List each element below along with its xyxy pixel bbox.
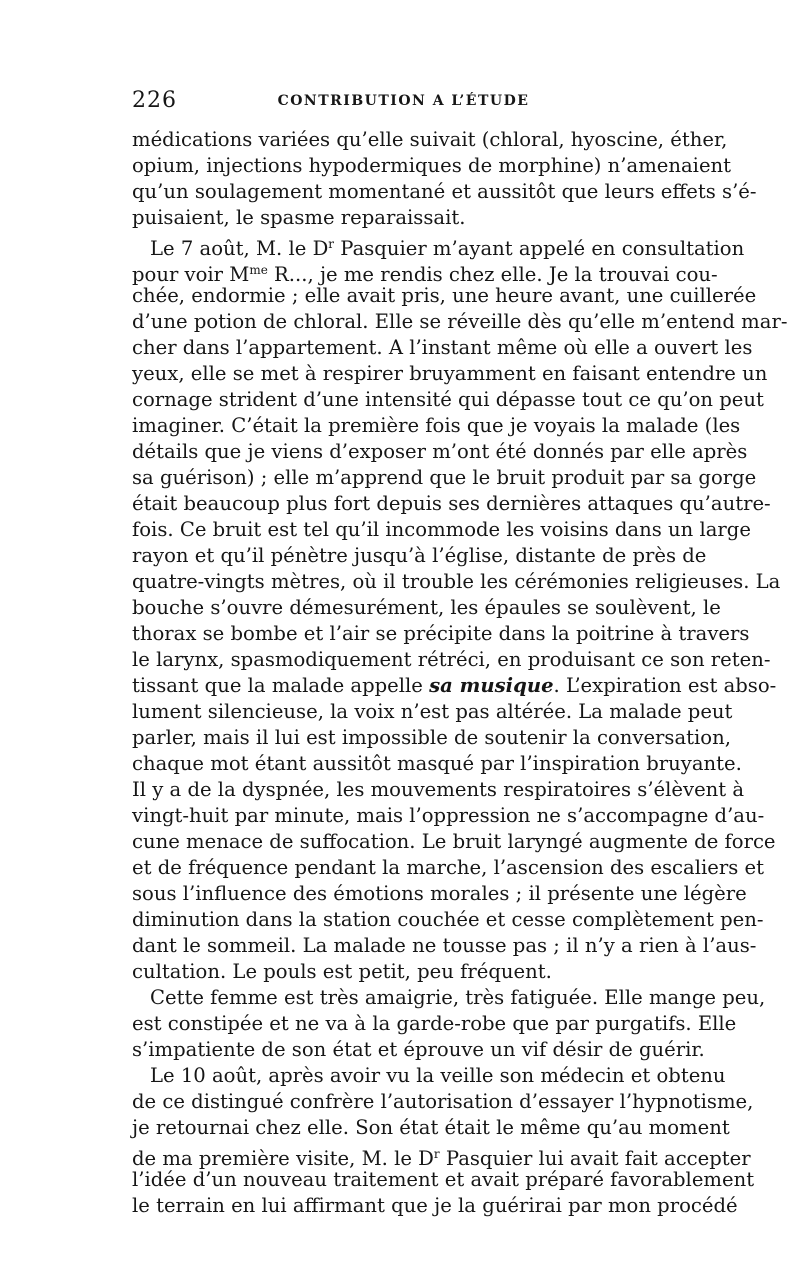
text-line: rayon et qu’il pénètre jusqu’à l’église, distante de près de [132, 544, 707, 567]
text-line: d’une potion de chloral. Elle se réveille dès qu’elle m’entend mar- [132, 310, 788, 333]
text-line: s’impatiente de son état et éprouve un vif désir de guérir. [132, 1038, 705, 1061]
superscript: me [249, 263, 268, 277]
text-line: chée, endormie ; elle avait pris, une heure avant, une cuillerée [132, 284, 757, 307]
text-segment: Le 7 août, M. le D [150, 237, 329, 260]
text-line: cultation. Le pouls est petit, peu fréquent. [132, 960, 552, 983]
text-segment: . L’expiration est abso- [553, 674, 777, 697]
page-number: 226 [132, 88, 177, 113]
text-line: diminution dans la station couchée et cesse complètement pen- [132, 908, 764, 931]
text-line: vingt-huit par minute, mais l’oppression ne s’accompagne d’au- [132, 804, 765, 827]
text-segment: tissant que la malade appelle [132, 674, 430, 697]
text-line: est constipée et ne va à la garde-robe que par purgatifs. Elle [132, 1012, 737, 1035]
text-line: cher dans l’appartement. A l’instant même où elle a ouvert les [132, 336, 753, 359]
text-line: parler, mais il lui est impossible de soutenir la conversation, [132, 726, 731, 749]
text-line: Le 10 août, après avoir vu la veille son médecin et obtenu [150, 1064, 726, 1087]
text-line: le terrain en lui affirmant que je la guérirai par mon procédé [132, 1194, 738, 1217]
running-title: CONTRIBUTION A L’ÉTUDE [277, 93, 530, 109]
text-line: chaque mot étant aussitôt masqué par l’inspiration bruyante. [132, 752, 742, 775]
text-line: sa guérison) ; elle m’apprend que le bruit produit par sa gorge [132, 466, 757, 489]
text-line: Il y a de la dyspnée, les mouvements respiratoires s’élèvent à [132, 778, 745, 801]
text-line: yeux, elle se met à respirer bruyamment en faisant entendre un [132, 362, 768, 385]
text-line: imaginer. C’était la première fois que je voyais la malade (les [132, 414, 741, 437]
text-line: et de fréquence pendant la marche, l’ascension des escaliers et [132, 856, 764, 879]
text-line: qu’un soulagement momentané et aussitôt que leurs effets s’é- [132, 180, 757, 203]
text-line: le larynx, spasmodiquement rétréci, en produisant ce son reten- [132, 648, 771, 671]
text-line: de ce distingué confrère l’autorisation d’essayer l’hypnotisme, [132, 1090, 754, 1113]
text-segment: R..., je me rendis chez elle. Je la trouvai cou- [267, 263, 718, 286]
text-line: cornage strident d’une intensité qui dépasse tout ce qu’on peut [132, 388, 764, 411]
text-line: dant le sommeil. La malade ne tousse pas ; il n’y a rien à l’aus- [132, 934, 757, 957]
text-line: détails que je viens d’exposer m’ont été donnés par elle après [132, 440, 748, 463]
text-line: thorax se bombe et l’air se précipite dans la poitrine à travers [132, 622, 750, 645]
text-segment: pour voir M [132, 263, 250, 286]
text-line: bouche s’ouvre démesurément, les épaules se soulèvent, le [132, 596, 721, 619]
text-line: opium, injections hypodermiques de morphine) n’amenaient [132, 154, 732, 177]
text-line: cune menace de suffocation. Le bruit laryngé augmente de force [132, 830, 776, 853]
page-header [132, 88, 675, 118]
text-line: l’idée d’un nouveau traitement et avait préparé favorablement [132, 1168, 755, 1191]
text-line: sous l’influence des émotions morales ; il présente une légère [132, 882, 747, 905]
text-line [132, 673, 777, 699]
text-line: Cette femme est très amaigrie, très fatiguée. Elle mange peu, [150, 986, 766, 1009]
text-segment: Pasquier lui avait fait accepter [439, 1147, 751, 1170]
text-line: puisaient, le spasme reparaissait. [132, 206, 466, 229]
text-line: je retournai chez elle. Son état était le même qu’au moment [132, 1116, 730, 1139]
text-line: était beaucoup plus fort depuis ses dernières attaques qu’autre- [132, 492, 771, 515]
text-line: médications variées qu’elle suivait (chloral, hyoscine, éther, [132, 128, 728, 151]
text-segment: de ma première visite, M. le D [132, 1147, 434, 1170]
text-line: lument silencieuse, la voix n’est pas altérée. La malade peut [132, 700, 733, 723]
text-line: quatre-vingts mètres, où il trouble les cérémonies religieuses. La [132, 570, 781, 593]
superscript: r [328, 237, 335, 251]
superscript: r [433, 1147, 440, 1161]
text-line: fois. Ce bruit est tel qu’il incommode les voisins dans un large [132, 518, 751, 541]
text-segment: Pasquier m’ayant appelé en consultation [334, 237, 745, 260]
italic-phrase: sa musique [429, 674, 554, 697]
